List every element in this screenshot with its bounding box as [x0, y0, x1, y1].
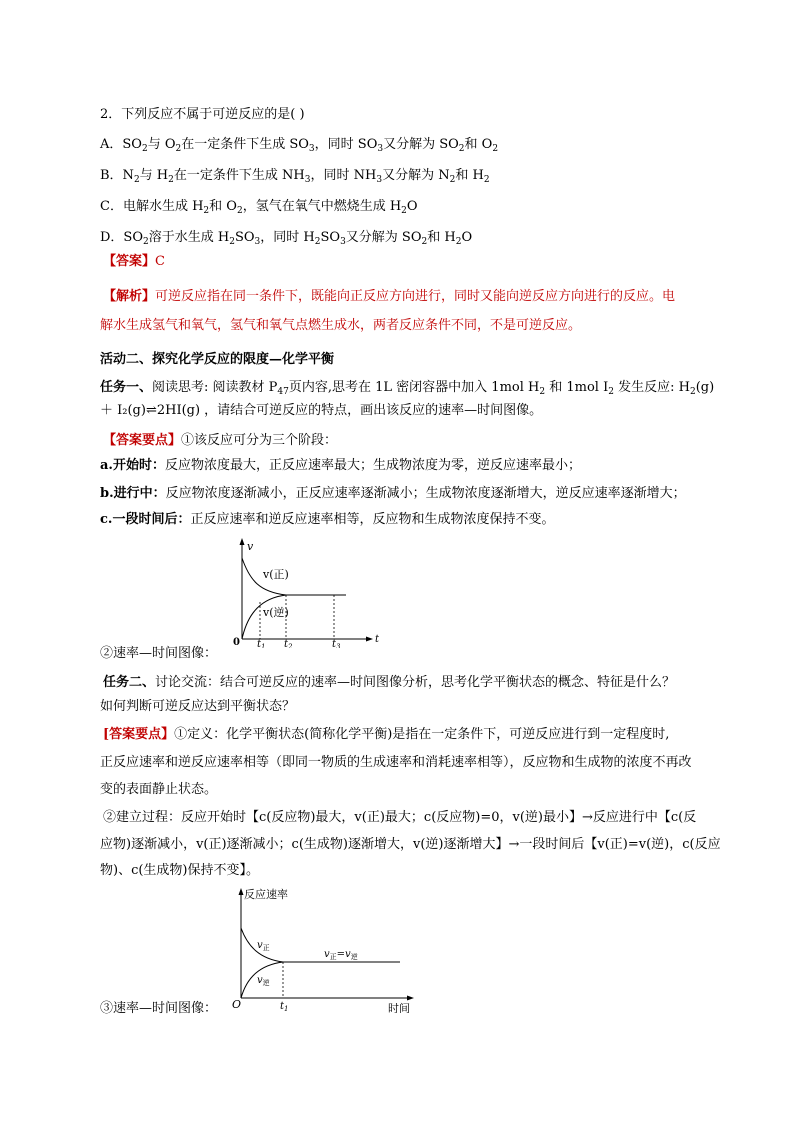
- build-line-3: 物)、c(生成物)保持不变】。: [100, 863, 259, 878]
- graph2-caption: ③速率—时间图像：: [100, 1001, 218, 1016]
- origin-label-2: O: [232, 998, 242, 1011]
- y-axis-label: v: [247, 540, 254, 553]
- option-b: B．$N_2$与 $H_2$在一定条件下生成 $NH_3$，同时 $NH_3$又分解为 $N_2$和 $H_2$: [100, 168, 490, 185]
- analysis-line-1: 【解析】可逆反应指在同一条件下，既能向正反应方向进行，同时又能向逆反应方向进行的反应。电: [103, 289, 676, 304]
- key1-intro: 【答案要点】①该反应可分为三个阶段：: [103, 433, 338, 448]
- forward-label: v(正): [263, 568, 289, 581]
- task1-line-2: ＋ I₂(g)⇌2HI(g) ，请结合可逆反应的特点，画出该反应的速率—时间图像。: [100, 403, 543, 418]
- equal-rate-label: $v_正=v_逆$: [324, 949, 358, 961]
- t2-label: $t_2$: [284, 639, 293, 648]
- question-stem: 2．下列反应不属于可逆反应的是( ): [100, 107, 305, 122]
- analysis-line-2: 解水生成氢气和氧气，氢气和氧气点燃生成水，两者反应条件不同，不是可逆反应。: [100, 318, 582, 333]
- key2-line-3: 变的表面静止状态。: [100, 782, 218, 797]
- activity-title: 活动二、探究化学反应的限度—化学平衡: [100, 352, 335, 367]
- task1-line-1: 任务一、阅读思考: 阅读教材 $P_{47}$页内容,思考在 1L 密闭容器中加入 1mol $H_2$ 和 1mol $I_2$ 发生反应: $H_2(g)$: [100, 380, 715, 397]
- answer-label: 【答案】: [103, 254, 156, 269]
- rate-time-graph-1: [230, 536, 380, 648]
- option-a: A．$SO_2$与 $O_2$在一定条件下生成 $SO_3$，同时 $SO_3$又分解为 $SO_2$和 $O_2$: [100, 137, 499, 154]
- option-c: C．电解水生成 $H_2$和 $O_2$，氢气在氧气中燃烧生成 $H_2O$: [100, 199, 418, 216]
- x-axis-label-2: 时间: [388, 1002, 410, 1013]
- x-axis-label: t: [375, 634, 380, 645]
- stage-a: a.开始时：反应物浓度最大，正反应速率最大；生成物浓度为零，逆反应速率最小；: [100, 458, 581, 473]
- rate-time-graph-2: [228, 885, 420, 1013]
- y-axis-label-2: 反应速率: [244, 888, 288, 901]
- key2-line-1: [答案要点】①定义：化学平衡状态(简称化学平衡)是指在一定条件下，可逆反应进行到一定程度时,: [103, 727, 670, 742]
- reverse-label-2: $v_逆$: [257, 975, 270, 987]
- build-line-2: 应物)逐渐减小，v(正)逐渐减小；c(生成物)逐渐增大，v(逆)逐渐增大】→一段时间后【v(正)=v(逆)，c(反应: [100, 837, 721, 852]
- task2-line-2: 如何判断可逆反应达到平衡状态？: [100, 699, 296, 714]
- reverse-label: v(逆): [263, 606, 289, 619]
- t1-label-2: $t_1$: [280, 1001, 289, 1013]
- answer-value: C: [155, 254, 165, 269]
- forward-label-2: $v_正$: [257, 940, 270, 952]
- answer-line: [103, 253, 165, 271]
- task2-line-1: 任务二、讨论交流：结合可逆反应的速率—时间图像分析，思考化学平衡状态的概念、特征是什么？: [103, 675, 676, 690]
- option-d: D．$SO_2$溶于水生成 $H_2SO_3$，同时 $H_2SO_3$又分解为 $SO_2$和 $H_2O$: [100, 230, 473, 247]
- t1-label: $t_1$: [257, 639, 266, 648]
- origin-label: 0: [233, 637, 240, 648]
- graph1-caption: ②速率—时间图像：: [100, 646, 218, 661]
- build-line-1: ②建立过程：反应开始时【c(反应物)最大，v(正)最大；c(反应物)=0，v(逆)最小】→反应进行中【c(反: [103, 810, 697, 825]
- t3-label: $t_3$: [332, 639, 341, 648]
- stage-c: c.一段时间后：正反应速率和逆反应速率相等，反应物和生成物浓度保持不变。: [100, 512, 555, 527]
- stage-b: b.进行中：反应物浓度逐渐减小，正反应速率逐渐减小；生成物浓度逐渐增大，逆反应速率逐渐增大；: [100, 486, 686, 501]
- key2-line-2: 正反应速率和逆反应速率相等（即同一物质的生成速率和消耗速率相等），反应物和生成物的浓度不再改: [100, 755, 692, 770]
